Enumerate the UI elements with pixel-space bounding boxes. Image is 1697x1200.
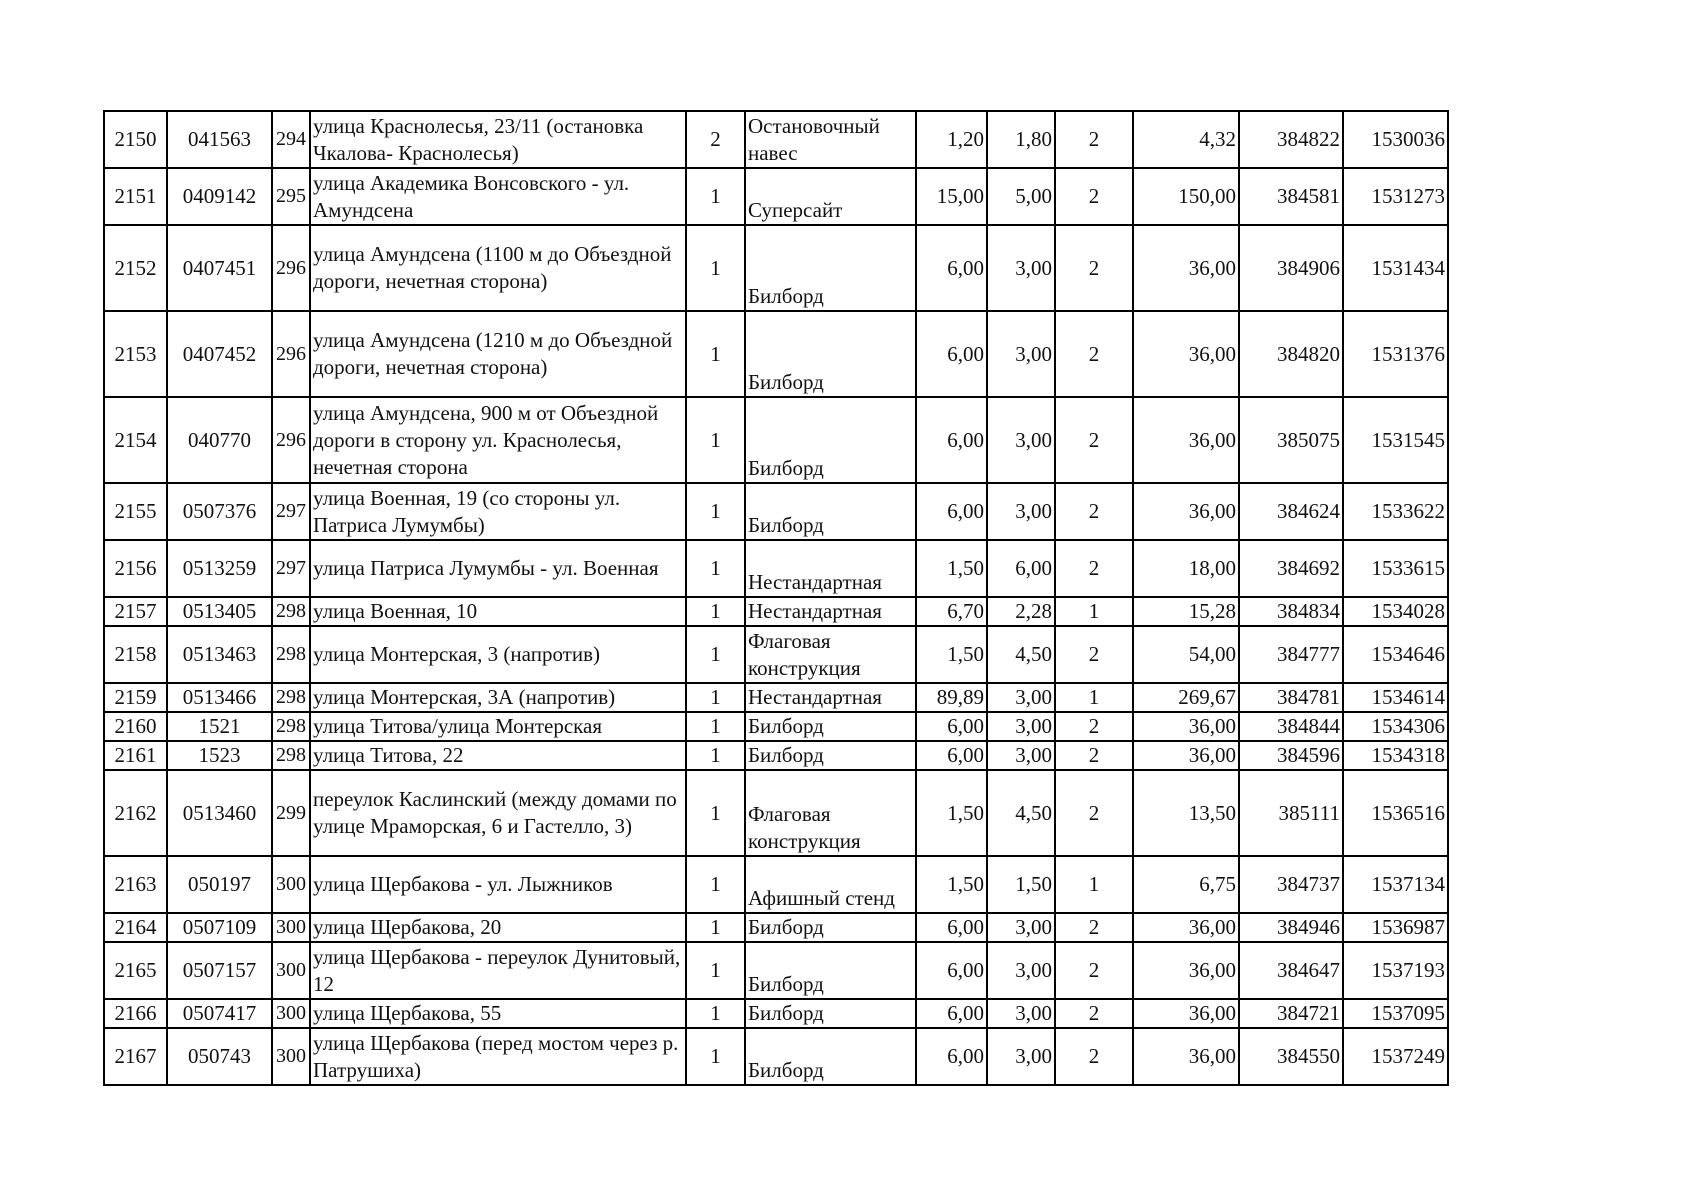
count-cell: 1: [686, 483, 745, 540]
count-cell: 1: [686, 311, 745, 397]
structure-type: Билборд: [745, 913, 916, 942]
area-cell: 15,28: [1133, 597, 1239, 626]
ppn-number: 298: [272, 626, 310, 683]
height-cell: 3,00: [987, 741, 1055, 770]
row-number: 2161: [104, 741, 167, 770]
width-cell: 6,00: [916, 225, 987, 311]
count-cell: 1: [686, 856, 745, 913]
height-cell: 1,80: [987, 111, 1055, 168]
width-cell: 1,20: [916, 111, 987, 168]
ppn-number: 297: [272, 540, 310, 597]
count-cell: 1: [686, 397, 745, 483]
height-cell: 6,00: [987, 540, 1055, 597]
sides-cell: 2: [1055, 225, 1133, 311]
address-cell: улица Щербакова - ул. Лыжников: [310, 856, 686, 913]
coord-x-cell: 384844: [1239, 712, 1343, 741]
coord-x-cell: 384581: [1239, 168, 1343, 225]
sides-cell: 2: [1055, 741, 1133, 770]
sides-cell: 2: [1055, 942, 1133, 999]
table-row: [104, 683, 1448, 712]
structure-code: 0407452: [167, 311, 272, 397]
address-cell: улица Щербакова (перед мостом через р. Патрушиха): [310, 1028, 686, 1085]
area-cell: 36,00: [1133, 483, 1239, 540]
ppn-number: 300: [272, 856, 310, 913]
width-cell: 6,00: [916, 741, 987, 770]
coord-x-cell: 384820: [1239, 311, 1343, 397]
area-cell: 36,00: [1133, 712, 1239, 741]
row-number: 2153: [104, 311, 167, 397]
ppn-number: 300: [272, 999, 310, 1028]
height-cell: 3,00: [987, 942, 1055, 999]
row-number: 2158: [104, 626, 167, 683]
height-cell: 3,00: [987, 913, 1055, 942]
coord-x-cell: 384721: [1239, 999, 1343, 1028]
coord-y-cell: 1534318: [1343, 741, 1448, 770]
height-cell: 3,00: [987, 397, 1055, 483]
coord-x-cell: 384624: [1239, 483, 1343, 540]
sides-cell: 2: [1055, 1028, 1133, 1085]
table-row: [104, 999, 1448, 1028]
width-cell: 6,00: [916, 942, 987, 999]
ppn-number: 298: [272, 597, 310, 626]
address-cell: улица Академика Вонсовского - ул. Амундсена: [310, 168, 686, 225]
ppn-number: 297: [272, 483, 310, 540]
height-cell: 4,50: [987, 626, 1055, 683]
structure-type: Билборд: [745, 483, 916, 540]
table-row: [104, 942, 1448, 999]
sides-cell: 2: [1055, 626, 1133, 683]
structure-type: Флаговая конструкция: [745, 626, 916, 683]
area-cell: 269,67: [1133, 683, 1239, 712]
coord-y-cell: 1534614: [1343, 683, 1448, 712]
ppn-number: 300: [272, 913, 310, 942]
structure-type: Билборд: [745, 712, 916, 741]
ppn-number: 298: [272, 712, 310, 741]
width-cell: 1,50: [916, 856, 987, 913]
coord-x-cell: 384834: [1239, 597, 1343, 626]
coord-y-cell: 1536516: [1343, 770, 1448, 856]
width-cell: 89,89: [916, 683, 987, 712]
height-cell: 3,00: [987, 999, 1055, 1028]
structure-code: 040770: [167, 397, 272, 483]
address-cell: улица Военная, 19 (со стороны ул. Патриса Лумумбы): [310, 483, 686, 540]
address-cell: переулок Каслинский (между домами по улице Мраморская, 6 и Гастелло, 3): [310, 770, 686, 856]
row-number: 2157: [104, 597, 167, 626]
structure-code: 041563: [167, 111, 272, 168]
structure-type: Нестандартная: [745, 683, 916, 712]
structure-code: 0507417: [167, 999, 272, 1028]
height-cell: 4,50: [987, 770, 1055, 856]
coord-y-cell: 1536987: [1343, 913, 1448, 942]
count-cell: 1: [686, 770, 745, 856]
count-cell: 1: [686, 712, 745, 741]
address-cell: улица Краснолесья, 23/11 (остановка Чкалова- Краснолесья): [310, 111, 686, 168]
sides-cell: 2: [1055, 168, 1133, 225]
width-cell: 6,00: [916, 311, 987, 397]
coord-y-cell: 1534306: [1343, 712, 1448, 741]
area-cell: 36,00: [1133, 913, 1239, 942]
sides-cell: 1: [1055, 683, 1133, 712]
structure-code: 0513259: [167, 540, 272, 597]
structure-code: 0513460: [167, 770, 272, 856]
area-cell: 36,00: [1133, 397, 1239, 483]
coord-y-cell: 1531376: [1343, 311, 1448, 397]
structure-code: 050197: [167, 856, 272, 913]
coord-x-cell: 385111: [1239, 770, 1343, 856]
area-cell: 36,00: [1133, 1028, 1239, 1085]
width-cell: 6,00: [916, 483, 987, 540]
width-cell: 6,00: [916, 397, 987, 483]
address-cell: улица Патриса Лумумбы - ул. Военная: [310, 540, 686, 597]
table-row: [104, 597, 1448, 626]
coord-x-cell: 384737: [1239, 856, 1343, 913]
sides-cell: 1: [1055, 856, 1133, 913]
count-cell: 1: [686, 913, 745, 942]
sides-cell: 2: [1055, 712, 1133, 741]
structure-type: Нестандартная: [745, 540, 916, 597]
coord-x-cell: 384946: [1239, 913, 1343, 942]
address-cell: улица Щербакова, 20: [310, 913, 686, 942]
coord-x-cell: 384647: [1239, 942, 1343, 999]
row-number: 2166: [104, 999, 167, 1028]
sides-cell: 2: [1055, 913, 1133, 942]
row-number: 2152: [104, 225, 167, 311]
row-number: 2160: [104, 712, 167, 741]
count-cell: 2: [686, 111, 745, 168]
width-cell: 6,00: [916, 712, 987, 741]
height-cell: 3,00: [987, 683, 1055, 712]
sides-cell: 2: [1055, 770, 1133, 856]
structure-type: Билборд: [745, 741, 916, 770]
table-row: [104, 111, 1448, 168]
width-cell: 6,00: [916, 913, 987, 942]
area-cell: 36,00: [1133, 225, 1239, 311]
height-cell: 3,00: [987, 225, 1055, 311]
structure-type: Билборд: [745, 1028, 916, 1085]
area-cell: 6,75: [1133, 856, 1239, 913]
ppn-number: 294: [272, 111, 310, 168]
row-number: 2154: [104, 397, 167, 483]
coord-y-cell: 1530036: [1343, 111, 1448, 168]
address-cell: улица Щербакова, 55: [310, 999, 686, 1028]
height-cell: 1,50: [987, 856, 1055, 913]
table-row: [104, 770, 1448, 856]
sides-cell: 2: [1055, 397, 1133, 483]
coord-x-cell: 384777: [1239, 626, 1343, 683]
row-number: 2151: [104, 168, 167, 225]
coord-x-cell: 384906: [1239, 225, 1343, 311]
ppn-number: 296: [272, 225, 310, 311]
height-cell: 3,00: [987, 483, 1055, 540]
table-row: [104, 741, 1448, 770]
height-cell: 3,00: [987, 311, 1055, 397]
height-cell: 3,00: [987, 712, 1055, 741]
coord-y-cell: 1534028: [1343, 597, 1448, 626]
area-cell: 13,50: [1133, 770, 1239, 856]
width-cell: 6,00: [916, 999, 987, 1028]
address-cell: улица Щербакова - переулок Дунитовый, 12: [310, 942, 686, 999]
sides-cell: 2: [1055, 540, 1133, 597]
sides-cell: 2: [1055, 999, 1133, 1028]
coord-y-cell: 1533615: [1343, 540, 1448, 597]
row-number: 2164: [104, 913, 167, 942]
area-cell: 36,00: [1133, 942, 1239, 999]
address-cell: улица Военная, 10: [310, 597, 686, 626]
row-number: 2163: [104, 856, 167, 913]
count-cell: 1: [686, 942, 745, 999]
structure-type: Билборд: [745, 225, 916, 311]
area-cell: 150,00: [1133, 168, 1239, 225]
height-cell: 3,00: [987, 1028, 1055, 1085]
row-number: 2167: [104, 1028, 167, 1085]
structure-type: Остановочный навес: [745, 111, 916, 168]
table-row: [104, 712, 1448, 741]
table-row: [104, 913, 1448, 942]
coord-y-cell: 1534646: [1343, 626, 1448, 683]
structure-code: 0407451: [167, 225, 272, 311]
structure-code: 0409142: [167, 168, 272, 225]
structure-type: Нестандартная: [745, 597, 916, 626]
coord-y-cell: 1531434: [1343, 225, 1448, 311]
count-cell: 1: [686, 540, 745, 597]
ppn-number: 298: [272, 741, 310, 770]
structure-code: 0507109: [167, 913, 272, 942]
row-number: 2155: [104, 483, 167, 540]
table-row: [104, 311, 1448, 397]
table-row: [104, 540, 1448, 597]
width-cell: 6,00: [916, 1028, 987, 1085]
ppn-number: 296: [272, 311, 310, 397]
structure-code: 0513463: [167, 626, 272, 683]
address-cell: улица Титова, 22: [310, 741, 686, 770]
structure-code: 050743: [167, 1028, 272, 1085]
coord-y-cell: 1531545: [1343, 397, 1448, 483]
width-cell: 15,00: [916, 168, 987, 225]
address-cell: улица Титова/улица Монтерская: [310, 712, 686, 741]
ppn-number: 296: [272, 397, 310, 483]
count-cell: 1: [686, 683, 745, 712]
ppn-number: 295: [272, 168, 310, 225]
coord-x-cell: 385075: [1239, 397, 1343, 483]
table-row: [104, 626, 1448, 683]
structure-type: Билборд: [745, 942, 916, 999]
ppn-number: 300: [272, 1028, 310, 1085]
coord-y-cell: 1531273: [1343, 168, 1448, 225]
width-cell: 1,50: [916, 770, 987, 856]
count-cell: 1: [686, 168, 745, 225]
coord-x-cell: 384822: [1239, 111, 1343, 168]
count-cell: 1: [686, 1028, 745, 1085]
area-cell: 36,00: [1133, 741, 1239, 770]
structure-code: 0507376: [167, 483, 272, 540]
structure-type: Билборд: [745, 311, 916, 397]
advertising-structures-table: [103, 110, 1449, 1086]
table-row: [104, 1028, 1448, 1085]
height-cell: 5,00: [987, 168, 1055, 225]
structure-type: Билборд: [745, 999, 916, 1028]
structure-code: 1521: [167, 712, 272, 741]
sides-cell: 2: [1055, 483, 1133, 540]
sides-cell: 2: [1055, 311, 1133, 397]
width-cell: 6,70: [916, 597, 987, 626]
ppn-number: 298: [272, 683, 310, 712]
area-cell: 18,00: [1133, 540, 1239, 597]
address-cell: улица Монтерская, 3 (напротив): [310, 626, 686, 683]
coord-x-cell: 384596: [1239, 741, 1343, 770]
structure-type: Афишный стенд: [745, 856, 916, 913]
table-row: [104, 225, 1448, 311]
table-row: [104, 856, 1448, 913]
coord-x-cell: 384550: [1239, 1028, 1343, 1085]
area-cell: 36,00: [1133, 311, 1239, 397]
count-cell: 1: [686, 225, 745, 311]
structure-type: Билборд: [745, 397, 916, 483]
structure-type: Флаговая конструкция: [745, 770, 916, 856]
coord-y-cell: 1533622: [1343, 483, 1448, 540]
row-number: 2159: [104, 683, 167, 712]
address-cell: улица Амундсена (1100 м до Объездной дороги, нечетная сторона): [310, 225, 686, 311]
structure-code: 1523: [167, 741, 272, 770]
ppn-number: 299: [272, 770, 310, 856]
address-cell: улица Амундсена, 900 м от Объездной дороги в сторону ул. Краснолесья, нечетная сторона: [310, 397, 686, 483]
sides-cell: 1: [1055, 597, 1133, 626]
structure-code: 0513466: [167, 683, 272, 712]
count-cell: 1: [686, 741, 745, 770]
row-number: 2156: [104, 540, 167, 597]
address-cell: улица Монтерская, 3А (напротив): [310, 683, 686, 712]
coord-x-cell: 384781: [1239, 683, 1343, 712]
width-cell: 1,50: [916, 626, 987, 683]
structure-code: 0507157: [167, 942, 272, 999]
table-row: [104, 483, 1448, 540]
count-cell: 1: [686, 597, 745, 626]
count-cell: 1: [686, 999, 745, 1028]
coord-y-cell: 1537095: [1343, 999, 1448, 1028]
row-number: 2165: [104, 942, 167, 999]
count-cell: 1: [686, 626, 745, 683]
area-cell: 36,00: [1133, 999, 1239, 1028]
table-row: [104, 397, 1448, 483]
address-cell: улица Амундсена (1210 м до Объездной дороги, нечетная сторона): [310, 311, 686, 397]
coord-y-cell: 1537193: [1343, 942, 1448, 999]
coord-y-cell: 1537134: [1343, 856, 1448, 913]
coord-x-cell: 384692: [1239, 540, 1343, 597]
width-cell: 1,50: [916, 540, 987, 597]
row-number: 2150: [104, 111, 167, 168]
structure-code: 0513405: [167, 597, 272, 626]
area-cell: 54,00: [1133, 626, 1239, 683]
structure-type: Суперсайт: [745, 168, 916, 225]
coord-y-cell: 1537249: [1343, 1028, 1448, 1085]
ppn-number: 300: [272, 942, 310, 999]
height-cell: 2,28: [987, 597, 1055, 626]
row-number: 2162: [104, 770, 167, 856]
sides-cell: 2: [1055, 111, 1133, 168]
area-cell: 4,32: [1133, 111, 1239, 168]
table-row: [104, 168, 1448, 225]
